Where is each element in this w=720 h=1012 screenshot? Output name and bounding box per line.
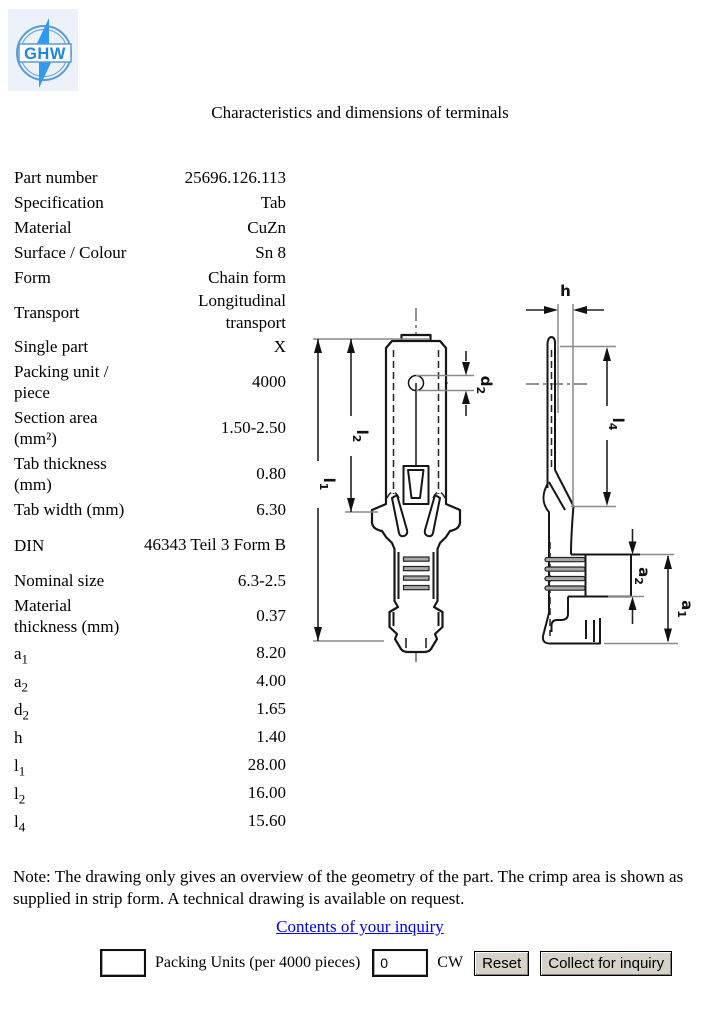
spec-row-single-part [14, 334, 286, 359]
spec-row-l2 [14, 779, 286, 807]
drawing-note: Note: The drawing only gives an overview of the geometry of the part. The crimp area is shown as supplied in strip form. A technical drawing is available on request. [13, 867, 684, 908]
spec-row-l1 [14, 751, 286, 779]
spec-row-packing-unit [14, 359, 286, 404]
spec-label: DIN [14, 535, 45, 555]
quantity-input[interactable] [372, 949, 428, 977]
spec-label: Single part [14, 337, 89, 356]
dim-label-l1: $l_1$ [317, 477, 338, 491]
spec-row-nominal-size [14, 568, 286, 593]
dim-label-d2: $d_2$ [474, 375, 495, 395]
spec-row-section-area [14, 404, 286, 451]
spec-value: 8.20 [256, 643, 286, 662]
spec-label: Part number [14, 168, 98, 187]
spec-label: Packing unit / piece [14, 361, 109, 402]
spec-row-material [14, 215, 286, 240]
dim-label-l4: $l_4$ [606, 417, 627, 431]
side-view [526, 337, 640, 644]
spec-label: Material [14, 218, 72, 237]
spec-row-part-number [14, 165, 286, 190]
cw-label: CW [437, 954, 464, 971]
spec-row-surface-colour [14, 240, 286, 265]
spec-label: Tab thickness (mm) [14, 454, 107, 494]
spec-value: X [273, 336, 286, 356]
contents-of-inquiry-link[interactable]: Contents of your inquiry [276, 917, 444, 936]
spec-value: 4000 [252, 371, 286, 391]
page-title: Characteristics and dimensions of terminals [211, 103, 509, 122]
spec-row-material-thickness [14, 593, 286, 639]
spec-row-d2 [14, 695, 286, 723]
spec-label: Surface / Colour [14, 243, 127, 262]
spec-value: 15.60 [247, 811, 286, 830]
spec-value: 25696.126.113 [184, 167, 286, 187]
spec-row-tab-thickness [14, 451, 286, 497]
footer-controls [100, 946, 672, 980]
spec-row-a2 [14, 667, 286, 695]
spec-value: 0.80 [256, 464, 286, 483]
spec-label: Section area (mm²) [14, 407, 98, 448]
spec-label: $a_1$ [14, 643, 29, 666]
spec-value: Sn 8 [255, 242, 286, 262]
spec-value: 1.65 [256, 699, 286, 718]
spec-value: Tab [260, 192, 286, 212]
spec-value: CuZn [247, 217, 286, 237]
spec-label: Material thickness (mm) [14, 596, 120, 636]
ghw-logo-graphic [8, 9, 78, 91]
spec-label: $l_4$ [14, 811, 26, 834]
front-view [372, 308, 460, 662]
spec-row-din [14, 522, 286, 568]
spec-table [14, 165, 286, 835]
spec-label: $d_2$ [14, 699, 29, 722]
dim-label-a1: $a_1$ [675, 600, 696, 618]
spec-value: 16.00 [247, 783, 286, 802]
spec-label: Nominal size [14, 571, 105, 590]
spec-value: Chain form [208, 267, 286, 287]
spec-value: 6.3-2.5 [237, 570, 286, 590]
inquiry-link-row [0, 917, 720, 937]
spec-label: Specification [14, 193, 104, 212]
spec-label: Tab width (mm) [14, 500, 125, 519]
spec-row-specification [14, 190, 286, 215]
spec-label: Form [14, 268, 51, 287]
serration-bars-side [545, 558, 585, 591]
spec-value: 4.00 [256, 671, 286, 690]
dim-label-l2: $l_2$ [350, 429, 371, 443]
spec-value: 46343 Teil 3 Form B [143, 535, 286, 554]
dim-label-h: h [560, 282, 571, 300]
spec-label: h [14, 727, 23, 747]
packing-units-input[interactable] [100, 949, 146, 977]
spec-row-a1 [14, 639, 286, 667]
collect-for-inquiry-button[interactable]: Collect for inquiry [540, 951, 672, 976]
packing-units-label: Packing Units (per 4000 pieces) [155, 954, 361, 971]
spec-row-transport [14, 290, 286, 334]
ghw-logo [8, 9, 78, 91]
reset-button[interactable]: Reset [474, 951, 529, 976]
terminal-drawing [288, 258, 718, 668]
dim-label-a2: $a_2$ [632, 567, 653, 585]
spec-value: 0.37 [256, 606, 286, 625]
spec-value: 1.50-2.50 [220, 417, 286, 437]
spec-value: Longitudinal transport [198, 291, 286, 332]
spec-label: Transport [14, 302, 80, 322]
spec-value: 28.00 [247, 755, 286, 774]
spec-row-h [14, 723, 286, 751]
spec-label: $l_2$ [14, 783, 26, 806]
spec-row-form [14, 265, 286, 290]
spec-value: 6.30 [256, 499, 286, 519]
spec-value: 1.40 [256, 727, 286, 746]
spec-row-tab-width [14, 497, 286, 522]
logo-text: GHW [24, 45, 66, 63]
terminal-drawing-svg [288, 258, 718, 668]
spec-label: $l_1$ [14, 755, 26, 778]
spec-row-l4 [14, 807, 286, 835]
spec-label: $a_2$ [14, 671, 29, 694]
